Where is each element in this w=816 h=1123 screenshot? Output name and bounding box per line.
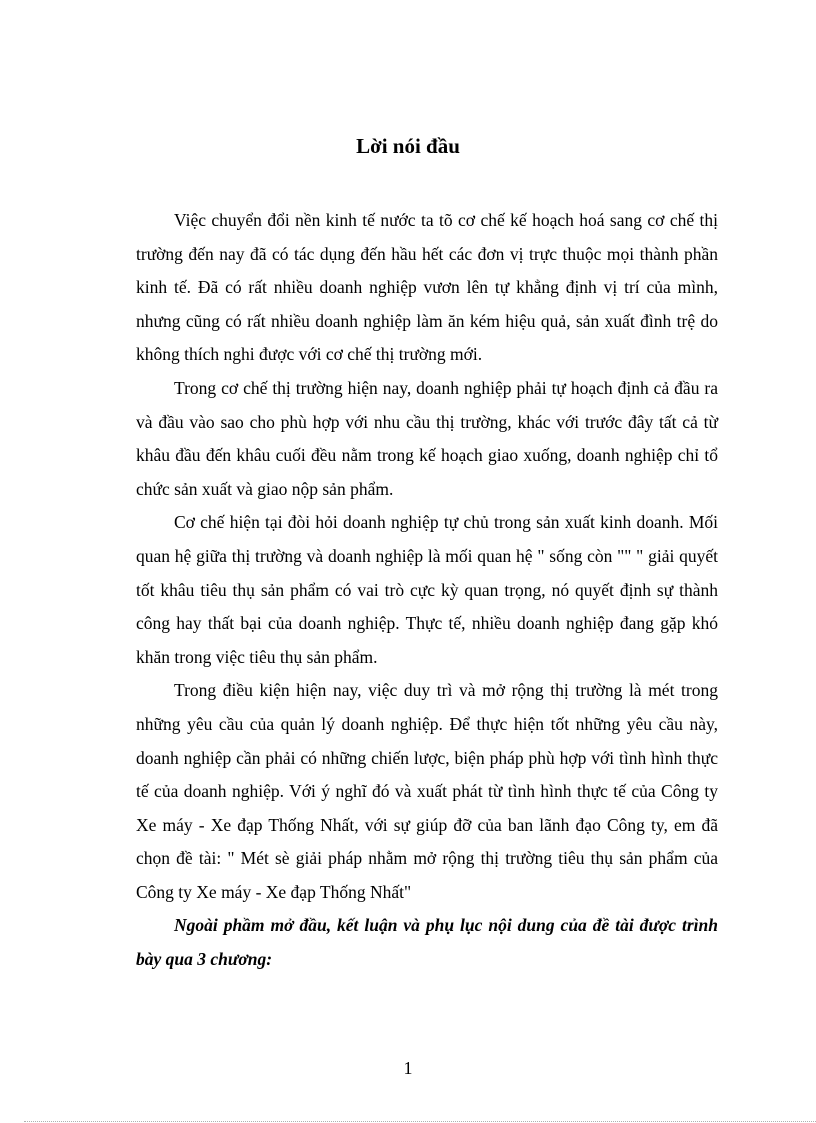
paragraph: Trong cơ chế thị trường hiện nay, doanh nghiệp phải tự hoạch định cả đầu ra và đầu vào sao cho phù hợp với nhu cầu thị trường, khác với trước đây tất cả từ khâu đầu đến khâu cuối đều nằm trong kế hoạch giao xuống, doanh nghiệp chỉ tổ chức sản xuất và giao nộp sản phẩm.: [136, 377, 718, 499]
page-title: Lời nói đầu: [356, 134, 460, 158]
chapter-intro-paragraph: Ngoài phầm mở đầu, kết luận và phụ lục nội dung của đề tài được trình bày qua 3 chương:: [136, 915, 718, 970]
body-text: [136, 204, 718, 977]
paragraph: Việc chuyển đổi nền kinh tế nước ta tõ cơ chế kế hoạch hoá sang cơ chế thị trường đến nay đã có tác dụng đến hầu hết các đơn vị trực thuộc mọi thành phần kinh tế. Đã có rất nhiều doanh nghiệp vươn lên tự khẳng định vị trí của mình, nhưng cũng có rất nhiều doanh nghiệp làm ăn kém hiệu quả, sản xuất đình trệ do không thích nghi được với cơ chế thị trường mới.: [136, 210, 718, 365]
page-number: 1: [403, 1058, 413, 1078]
paragraph: Cơ chế hiện tại đòi hỏi doanh nghiệp tự chủ trong sản xuất kinh doanh. Mối quan hệ giữa thị trường và doanh nghiệp là mối quan hệ " sống còn "" " giải quyết tốt khâu tiêu thụ sản phẩm có vai trò cực kỳ quan trọng, nó quyết định sự thành công hay thất bại của doanh nghiệp. Thực tế, nhiều doanh nghiệp đang gặp khó khăn trong việc tiêu thụ sản phẩm.: [136, 512, 718, 667]
page-bottom-divider: [24, 1121, 816, 1122]
paragraph: Trong điều kiện hiện nay, việc duy trì và mở rộng thị trường là mét trong những yêu cầu của quản lý doanh nghiệp. Để thực hiện tốt những yêu cầu này, doanh nghiệp cần phải có những chiến lược, biện pháp phù hợp với tình hình thực tế của doanh nghiệp. Với ý nghĩ đó và xuất phát từ tình hình thực tế của Công ty Xe máy - Xe đạp Thống Nhất, với sự giúp đỡ của ban lãnh đạo Công ty, em đã chọn đề tài: " Mét sè giải pháp nhằm mở rộng thị trường tiêu thụ sản phẩm của Công ty Xe máy - Xe đạp Thống Nhất": [136, 680, 718, 902]
